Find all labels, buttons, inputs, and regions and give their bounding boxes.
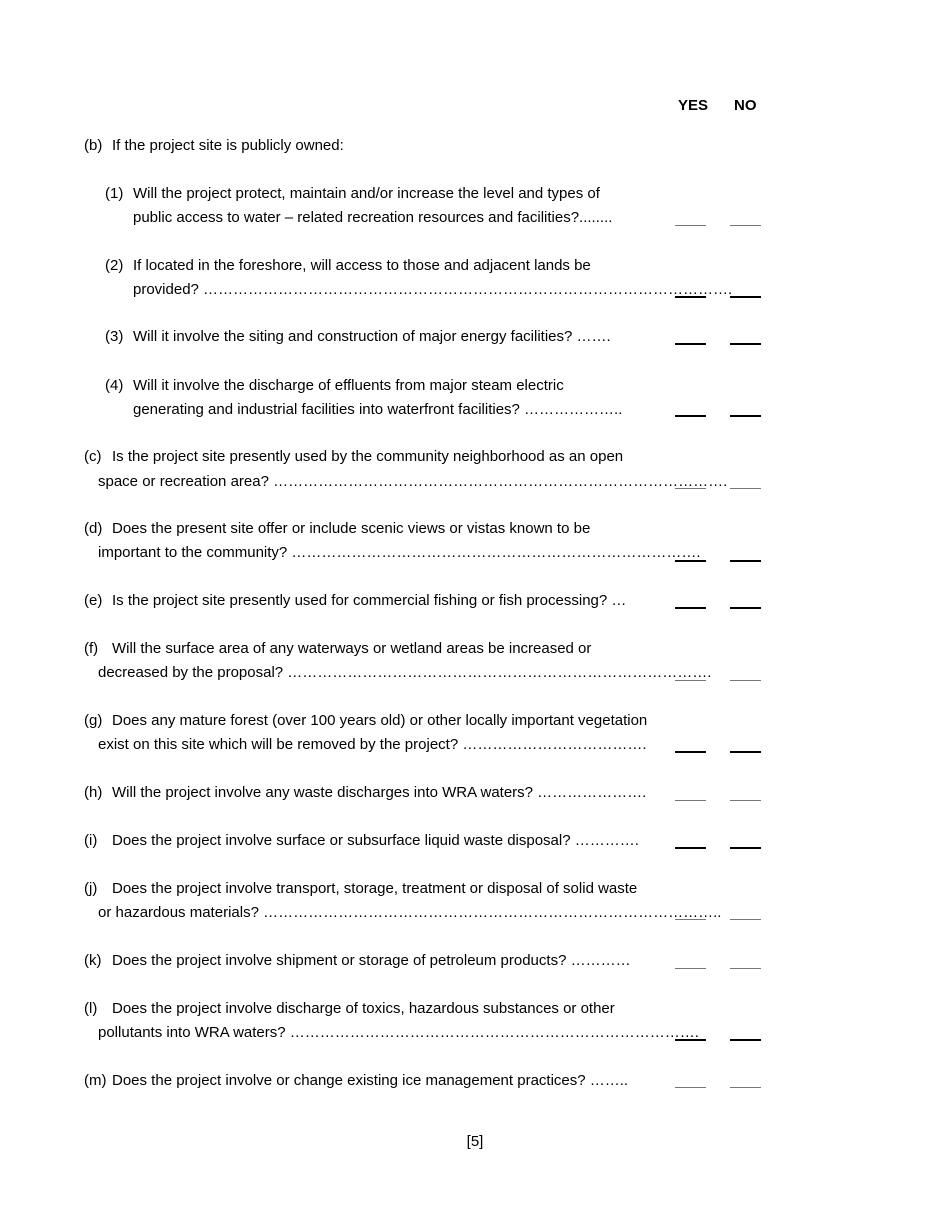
question-f-label: (f) (84, 640, 99, 657)
answer-yes-f[interactable] (675, 680, 706, 681)
answer-no-m[interactable] (730, 1087, 761, 1088)
answer-no-b3[interactable] (730, 343, 761, 345)
question-d-text: Does the present site offer or include scenic views or vistas known to be (112, 520, 591, 537)
no-column-header: NO (734, 97, 757, 114)
question-l-text: Does the project involve discharge of toxics, hazardous substances or other (112, 1000, 615, 1017)
question-i-label: (i) (84, 832, 98, 849)
question-b1-text-cont: public access to water – related recreation resources and facilities?........ (133, 209, 613, 226)
question-j-text: Does the project involve transport, storage, treatment or disposal of solid waste (112, 880, 638, 897)
answer-no-i[interactable] (730, 847, 761, 849)
question-j-label: (j) (84, 880, 98, 897)
answer-yes-k[interactable] (675, 968, 706, 969)
question-e-label: (e) (84, 592, 103, 609)
question-b2-label: (2) (105, 257, 124, 274)
question-l-text-cont: pollutants into WRA waters? ………………………………………………………………………. (98, 1024, 699, 1041)
question-c-text: Is the project site presently used by the community neighborhood as an open (112, 448, 624, 465)
answer-no-b2[interactable] (730, 296, 761, 298)
section-b-title: If the project site is publicly owned: (112, 137, 344, 154)
answer-no-j[interactable] (730, 919, 761, 920)
question-l-label: (l) (84, 1000, 98, 1017)
question-m-text: Does the project involve or change existing ice management practices? …….. (112, 1072, 629, 1089)
answer-yes-l[interactable] (675, 1039, 706, 1041)
question-g-text-cont: exist on this site which will be removed by the project? ………………………………. (98, 736, 647, 753)
question-k-text: Does the project involve shipment or storage of petroleum products? ………… (112, 952, 631, 969)
question-b1-label: (1) (105, 185, 124, 202)
question-e-text: Is the project site presently used for commercial fishing or fish processing? … (112, 592, 627, 609)
question-h-text: Will the project involve any waste discharges into WRA waters? …………………. (112, 784, 647, 801)
answer-no-c[interactable] (730, 488, 761, 489)
question-m-label: (m) (84, 1072, 107, 1089)
answer-no-l[interactable] (730, 1039, 761, 1041)
answer-no-f[interactable] (730, 680, 761, 681)
question-g-label: (g) (84, 712, 103, 729)
yes-column-header: YES (678, 97, 709, 114)
question-c-label: (c) (84, 448, 102, 465)
question-b2-text: If located in the foreshore, will access to those and adjacent lands be (133, 257, 591, 274)
question-b4-label: (4) (105, 377, 124, 394)
question-b3-label: (3) (105, 328, 124, 345)
question-b1-text: Will the project protect, maintain and/or increase the level and types of (133, 185, 600, 202)
answer-yes-i[interactable] (675, 847, 706, 849)
answer-yes-j[interactable] (675, 919, 706, 920)
answer-no-d[interactable] (730, 560, 761, 562)
question-k-label: (k) (84, 952, 102, 969)
answer-yes-b2[interactable] (675, 296, 706, 298)
answer-yes-e[interactable] (675, 607, 706, 609)
question-b4-text-cont: generating and industrial facilities into waterfront facilities? ……………….. (133, 401, 623, 418)
answer-no-b1[interactable] (730, 225, 761, 226)
question-b2-text-cont: provided? ……………………………………………………………………………………………. (133, 281, 733, 298)
question-j-text-cont: or hazardous materials? ……………………………………………………………………………….. (98, 904, 722, 921)
question-g-text: Does any mature forest (over 100 years old) or other locally important vegetation (112, 712, 648, 729)
answer-yes-h[interactable] (675, 800, 706, 801)
answer-yes-c[interactable] (675, 488, 706, 489)
answer-no-e[interactable] (730, 607, 761, 609)
answer-yes-b3[interactable] (675, 343, 706, 345)
answer-yes-b1[interactable] (675, 225, 706, 226)
answer-no-g[interactable] (730, 751, 761, 753)
answer-yes-g[interactable] (675, 751, 706, 753)
section-b-label: (b) (84, 137, 103, 154)
question-f-text: Will the surface area of any waterways or wetland areas be increased or (112, 640, 592, 657)
answer-yes-d[interactable] (675, 560, 706, 562)
page-number: [5] (466, 1133, 484, 1150)
question-i-text: Does the project involve surface or subsurface liquid waste disposal? …………. (112, 832, 639, 849)
answer-no-b4[interactable] (730, 415, 761, 417)
answer-no-k[interactable] (730, 968, 761, 969)
question-d-text-cont: important to the community? ………………………………………………………………………. (98, 544, 701, 561)
answer-yes-m[interactable] (675, 1087, 706, 1088)
answer-yes-b4[interactable] (675, 415, 706, 417)
question-b4-text: Will it involve the discharge of effluents from major steam electric (133, 377, 564, 394)
question-f-text-cont: decreased by the proposal? …………………………………………………………………………. (98, 664, 712, 681)
answer-no-h[interactable] (730, 800, 761, 801)
question-h-label: (h) (84, 784, 103, 801)
question-d-label: (d) (84, 520, 103, 537)
question-b3-text: Will it involve the siting and construction of major energy facilities? ……. (133, 328, 611, 345)
question-c-text-cont: space or recreation area? ………………………………………………………………………………. (98, 473, 728, 490)
